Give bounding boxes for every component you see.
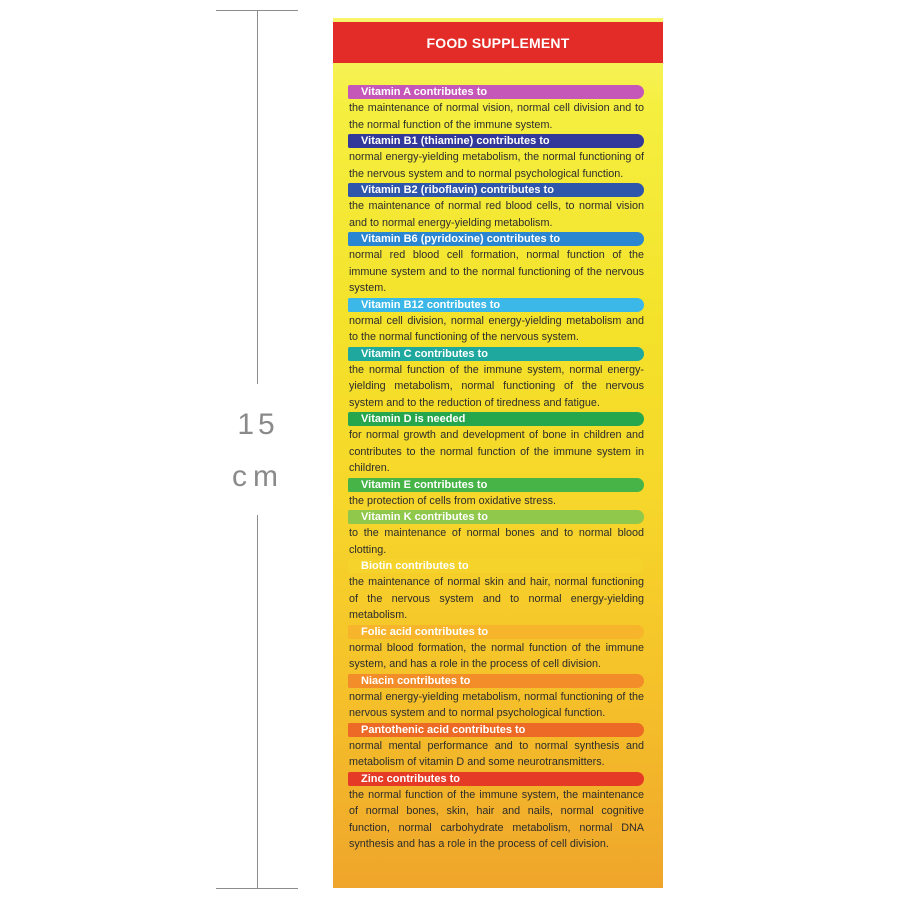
nutrient-heading-bar: Vitamin E contributes to: [348, 478, 644, 492]
nutrient-heading-bar: Vitamin K contributes to: [348, 510, 644, 524]
nutrient-description: normal blood formation, the normal function of the immune system, and has a role in the process of cell division.: [349, 641, 644, 670]
nutrient-heading-bar: Biotin contributes to: [348, 559, 644, 573]
nutrient-heading-bar: Pantothenic acid contributes to: [348, 723, 644, 737]
nutrient-item: [348, 674, 644, 722]
nutrient-description: normal mental performance and to normal synthesis and metabolism of vitamin D and some neurotransmitters.: [349, 739, 644, 768]
nutrient-heading-bar: Niacin contributes to: [348, 674, 644, 688]
ruler-line-upper: [257, 10, 258, 384]
supplement-leaflet: [333, 18, 663, 888]
nutrient-description: the normal function of the immune system, the maintenance of normal bones, skin, hair and nails, normal cognitive function, normal carbohydrate metabolism, normal DNA synthesis and has a role in the process of cell division.: [349, 788, 644, 850]
food-supplement-banner: FOOD SUPPLEMENT: [333, 22, 663, 63]
nutrient-item: [348, 347, 644, 412]
nutrient-item: [348, 134, 644, 182]
nutrient-description: the protection of cells from oxidative stress.: [349, 494, 557, 507]
nutrient-heading-bar: Vitamin B1 (thiamine) contributes to: [348, 134, 644, 148]
nutrient-heading-bar: Zinc contributes to: [348, 772, 644, 786]
ruler-bottom-cap: [216, 888, 298, 889]
nutrient-item: [348, 559, 644, 624]
nutrient-item: [348, 625, 644, 673]
size-ruler: [0, 0, 320, 900]
nutrient-item: [348, 723, 644, 771]
ruler-unit: cm: [232, 460, 284, 493]
nutrient-item: [348, 232, 644, 297]
nutrient-heading-bar: Folic acid contributes to: [348, 625, 644, 639]
ruler-number: 15: [237, 408, 279, 441]
nutrient-heading-bar: Vitamin C contributes to: [348, 347, 644, 361]
nutrient-description: the maintenance of normal red blood cells, to normal vision and to normal energy-yielding metabolism.: [349, 200, 644, 229]
nutrient-description: the normal function of the immune system, normal energy-yielding metabolism, normal functioning of the nervous system and to the reduction of tiredness and fatigue.: [349, 363, 644, 409]
nutrient-item: [348, 510, 644, 558]
nutrient-item: [348, 298, 644, 346]
nutrient-list: [348, 85, 644, 854]
nutrient-description: the maintenance of normal vision, normal cell division and to the normal function of the immune system.: [349, 102, 644, 131]
nutrient-description: to the maintenance of normal bones and to normal blood clotting.: [349, 527, 644, 556]
nutrient-description: for normal growth and development of bone in children and contributes to the normal function of the immune system in children.: [349, 429, 644, 474]
nutrient-description: the maintenance of normal skin and hair, normal functioning of the nervous system and to normal energy-yielding metabolism.: [349, 576, 644, 621]
nutrient-heading-bar: Vitamin B2 (riboflavin) contributes to: [348, 183, 644, 197]
nutrient-heading-bar: Vitamin D is needed: [348, 412, 644, 426]
nutrient-heading-bar: Vitamin A contributes to: [348, 85, 644, 99]
nutrient-item: [348, 85, 644, 133]
nutrient-item: [348, 772, 644, 853]
nutrient-item: [348, 183, 644, 231]
nutrient-description: normal cell division, normal energy-yielding metabolism and to the normal functioning of the nervous system.: [349, 314, 644, 343]
nutrient-description: normal energy-yielding metabolism, the normal functioning of the nervous system and to normal psychological function.: [349, 151, 644, 180]
nutrient-item: [348, 412, 644, 477]
nutrient-heading-bar: Vitamin B6 (pyridoxine) contributes to: [348, 232, 644, 246]
ruler-line-lower: [257, 515, 258, 888]
nutrient-item: [348, 478, 644, 510]
nutrient-description: normal energy-yielding metabolism, normal functioning of the nervous system and to normal psychological function.: [349, 690, 644, 719]
nutrient-description: normal red blood cell formation, normal function of the immune system and to the normal functioning of the nervous system.: [349, 249, 644, 294]
nutrient-heading-bar: Vitamin B12 contributes to: [348, 298, 644, 312]
